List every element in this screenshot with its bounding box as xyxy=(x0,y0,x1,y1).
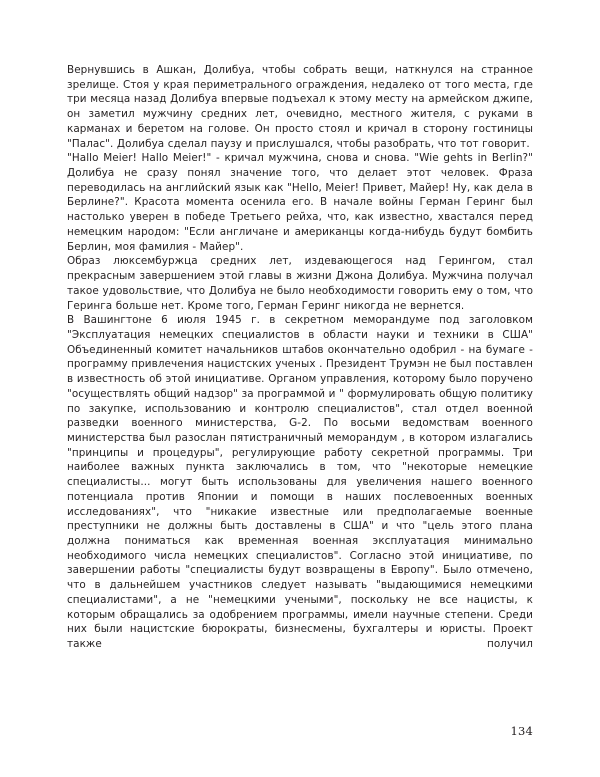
page-number: 134 xyxy=(510,724,533,738)
document-text-body xyxy=(67,63,533,652)
paragraph-2: "Hallo Meier! Hallo Meier!" - кричал мужчина, снова и снова. "Wie gehts in Berlin?" Долибуа не сразу понял значение того, что делает этот человек. Фраза переводилась на английский язык как "Hello, Meier! Привет, Майер! Ну, как дела в Берлине?". Красота момента осенила его. В начале войны Герман Геринг был настолько уверен в победе Третьего рейха, что, как известно, хвастался перед немецким народом: "Если англичане и американцы когда-нибудь будут бомбить Берлин, моя фамилия - Майер". xyxy=(67,152,533,253)
paragraph-3: Образ люксембуржца средних лет, издевающегося над Герингом, стал прекрасным завершением этой главы в жизни Джона Долибуа. Мужчина получал такое удовольствие, что Долибуа не было необходимости говорить ему о том, что Геринга больше нет. Кроме того, Герман Геринг никогда не вернется. xyxy=(67,255,533,312)
paragraph-1: Вернувшись в Ашкан, Долибуа, чтобы собрать вещи, наткнулся на странное зрелище. Стоя у края периметрального ограждения, недалеко от того места, где три месяца назад Долибуа впервые подъехал к этому месту на армейском джипе, он заметил мужчину средних лет, очевидно, местного жителя, с руками в карманах и беретом на голове. Он просто стоял и кричал в сторону гостиницы "Палас". Долибуа сделал паузу и прислушался, чтобы разобрать, что тот говорит. xyxy=(67,64,533,150)
paragraph-4: В Вашингтоне 6 июля 1945 г. в секретном меморандуме под заголовком "Эксплуатация немецких специалистов в области науки и техники в США" Объединенный комитет начальников штабов окончательно одобрил - на бумаге - программу привлечения нацистских ученых . Президент Трумэн не был поставлен в известность об этой инициативе. Органом управления, которому было поручено "осуществлять общий надзор" за программой и " формулировать общую политику по закупке, использованию и контролю специалистов", стал отдел военной разведки военного министерства, G-2. По восьми ведомствам военного министерства был разослан пятистраничный меморандум , в котором излагались "принципы и процедуры", регулирующие работу секретной программы. Три наиболее важных пункта заключались в том, что "некоторые немецкие специалисты... могут быть использованы для увеличения нашего военного потенциала против Японии и помощи в наших послевоенных военных исследованиях", что "никакие известные или предполагаемые военные преступники не должны быть доставлены в США" и что "цель этого плана должна пониматься как временная военная эксплуатация минимально необходимого числа немецких специалистов". Согласно этой инициативе, по завершении работы "специалисты будут возвращены в Европу". Было отмечено, что в дальнейшем участников следует называть "выдающимися немецкими специалистами", а не "немецкими учеными", поскольку не все нацисты, к которым обращались за одобрением программы, имели научные степени. Среди них были нацистские бюрократы, бизнесмены, бухгалтеры и юристы. Проект также получил xyxy=(67,314,533,651)
